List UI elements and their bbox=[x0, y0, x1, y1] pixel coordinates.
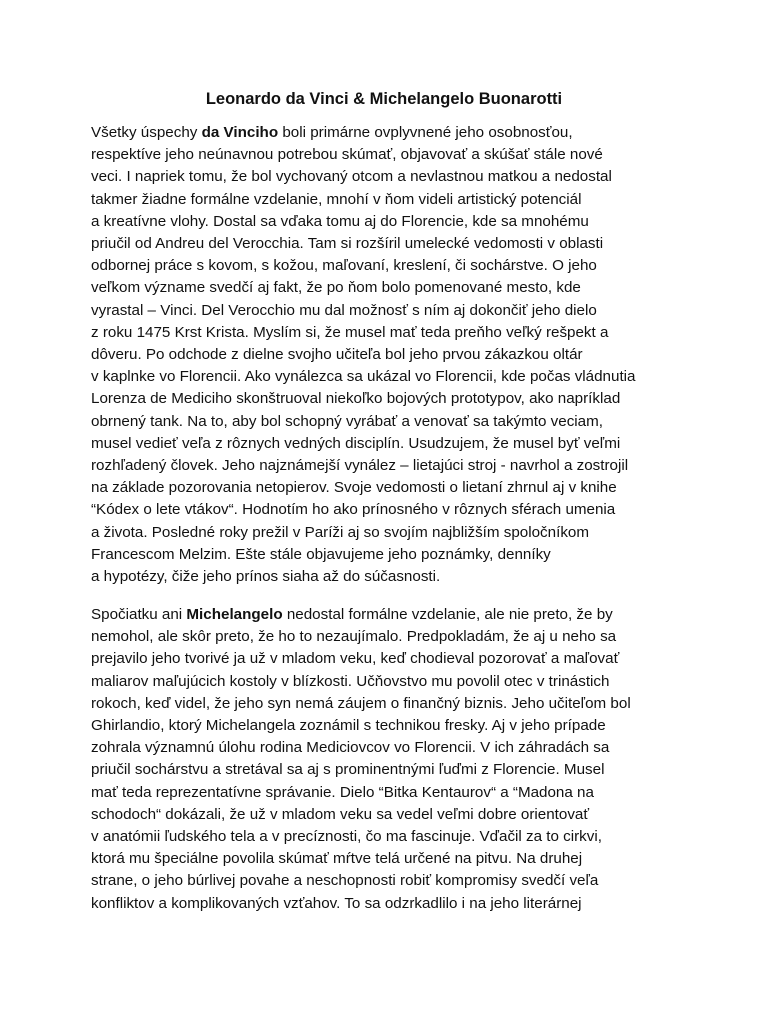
paragraph-line: rokoch, keď videl, že jeho syn nemá záujem o finančný biznis. Jeho učiteľom bol bbox=[91, 694, 631, 712]
paragraph-line: Ghirlandio, ktorý Michelangela zoznámil s technikou fresky. Aj v jeho prípade bbox=[91, 717, 606, 735]
paragraph-line bbox=[91, 122, 691, 144]
paragraph-line: a hypotézy, čiže jeho prínos siaha až do súčasnosti. bbox=[91, 568, 441, 586]
line-text: boli primárne ovplyvnené jeho osobnosťou, bbox=[278, 124, 573, 141]
paragraph-line: priučil od Andreu del Verocchia. Tam si rozšíril umelecké vedomosti v oblasti bbox=[91, 235, 604, 253]
paragraph-line: zohrala významnú úlohu rodina Mediciovcov vo Florencii. V ich záhradách sa bbox=[91, 739, 610, 757]
paragraph-line: z roku 1475 Krst Krista. Myslím si, že musel mať teda preňho veľký rešpekt a bbox=[91, 323, 609, 341]
paragraph-leonardo bbox=[91, 122, 691, 588]
paragraph-line: rozhľadený človek. Jeho najznámejší vynález – lietajúci stroj - navrhol a zostrojil bbox=[91, 457, 629, 475]
paragraph-line: na základe pozorovania netopierov. Svoje vedomosti o lietaní zhrnul aj v knihe bbox=[91, 479, 617, 497]
line-text: Spočiatku ani bbox=[91, 606, 187, 623]
paragraph-line: obrnený tank. Na to, aby bol schopný vyrábať a venovať sa takýmto veciam, bbox=[91, 412, 603, 430]
paragraph-line: v anatómii ľudského tela a v precíznosti, čo ma fascinuje. Vďačil za to cirkvi, bbox=[91, 828, 602, 846]
paragraph-line: vyrastal – Vinci. Del Verocchio mu dal možnosť s ním aj dokončiť jeho dielo bbox=[91, 301, 597, 319]
paragraph-line: odbornej práce s kovom, s kožou, maľovaní, kreslení, či sochárstve. O jeho bbox=[91, 257, 597, 275]
paragraph-line: v kaplnke vo Florencii. Ako vynálezca sa ukázal vo Florencii, kde počas vládnutia bbox=[91, 368, 636, 386]
paragraph-line: veci. I napriek tomu, že bol vychovaný otcom a nevlastnou matkou a nedostal bbox=[91, 168, 612, 186]
paragraph-line: maliarov maľujúcich kostoly v blízkosti. Učňovstvo mu povolil otec v trinástich bbox=[91, 672, 610, 690]
paragraph-line: strane, o jeho búrlivej povahe a neschopnosti robiť kompromisy svedčí veľa bbox=[91, 872, 599, 890]
paragraph-line: ktorá mu špeciálne povolila skúmať mŕtve telá určené na pitvu. Na druhej bbox=[91, 850, 583, 868]
paragraph-line: musel vedieť veľa z rôznych vedných disciplín. Usudzujem, že musel byť veľmi bbox=[91, 434, 621, 452]
document-title: Leonardo da Vinci & Michelangelo Buonarotti bbox=[205, 90, 563, 108]
line-text: nedostal formálne vzdelanie, ale nie preto, že by bbox=[282, 606, 613, 623]
paragraph-line: veľkom význame svedčí aj fakt, že po ňom bolo pomenované mesto, kde bbox=[91, 279, 581, 297]
paragraph-line: dôveru. Po odchode z dielne svojho učiteľa bol jeho prvou zákazkou oltár bbox=[91, 346, 583, 364]
paragraph-michelangelo bbox=[91, 604, 691, 915]
paragraph-line bbox=[91, 604, 691, 626]
paragraph-line: “Kódex o lete vtákov“. Hodnotím ho ako prínosného v rôznych sférach umenia bbox=[91, 501, 616, 519]
paragraph-line: prejavilo jeho tvorivé ja už v mladom veku, keď chodieval pozorovať a maľovať bbox=[91, 650, 620, 668]
paragraph-line: respektíve jeho neúnavnou potrebou skúmať, objavovať a skúšať stále nové bbox=[91, 146, 603, 164]
bold-name: da Vinciho bbox=[201, 124, 279, 141]
paragraph-line: nemohol, ale skôr preto, že ho to nezaujímalo. Predpokladám, že aj u neho sa bbox=[91, 628, 617, 646]
paragraph-line: a kreatívne vlohy. Dostal sa vďaka tomu aj do Florencie, kde sa mnohému bbox=[91, 212, 589, 230]
paragraph-line: konfliktov a komplikovaných vzťahov. To sa odzrkadlilo i na jeho literárnej bbox=[91, 894, 582, 912]
paragraph-line: a života. Posledné roky prežil v Paríži aj so svojím najbližším spoločníkom bbox=[91, 523, 590, 541]
bold-name: Michelangelo bbox=[186, 606, 283, 623]
paragraph-line: Francescom Melzim. Ešte stále objavujeme jeho poznámky, denníky bbox=[91, 545, 551, 563]
paragraph-line: Lorenza de Mediciho skonštruoval niekoľko bojových prototypov, ako napríklad bbox=[91, 390, 621, 408]
line-text: Všetky úspechy bbox=[91, 124, 202, 141]
paragraph-line: takmer žiadne formálne vzdelanie, mnohí v ňom videli artistický potenciál bbox=[91, 190, 582, 208]
paragraph-line: schodoch“ dokázali, že už v mladom veku sa vedel veľmi dobre orientovať bbox=[91, 805, 590, 823]
paragraph-line: priučil sochárstvu a stretával sa aj s prominentnými ľuďmi z Florencie. Musel bbox=[91, 761, 605, 779]
paragraph-line: mať teda reprezentatívne správanie. Dielo “Bitka Kentaurov“ a “Madona na bbox=[91, 783, 594, 801]
